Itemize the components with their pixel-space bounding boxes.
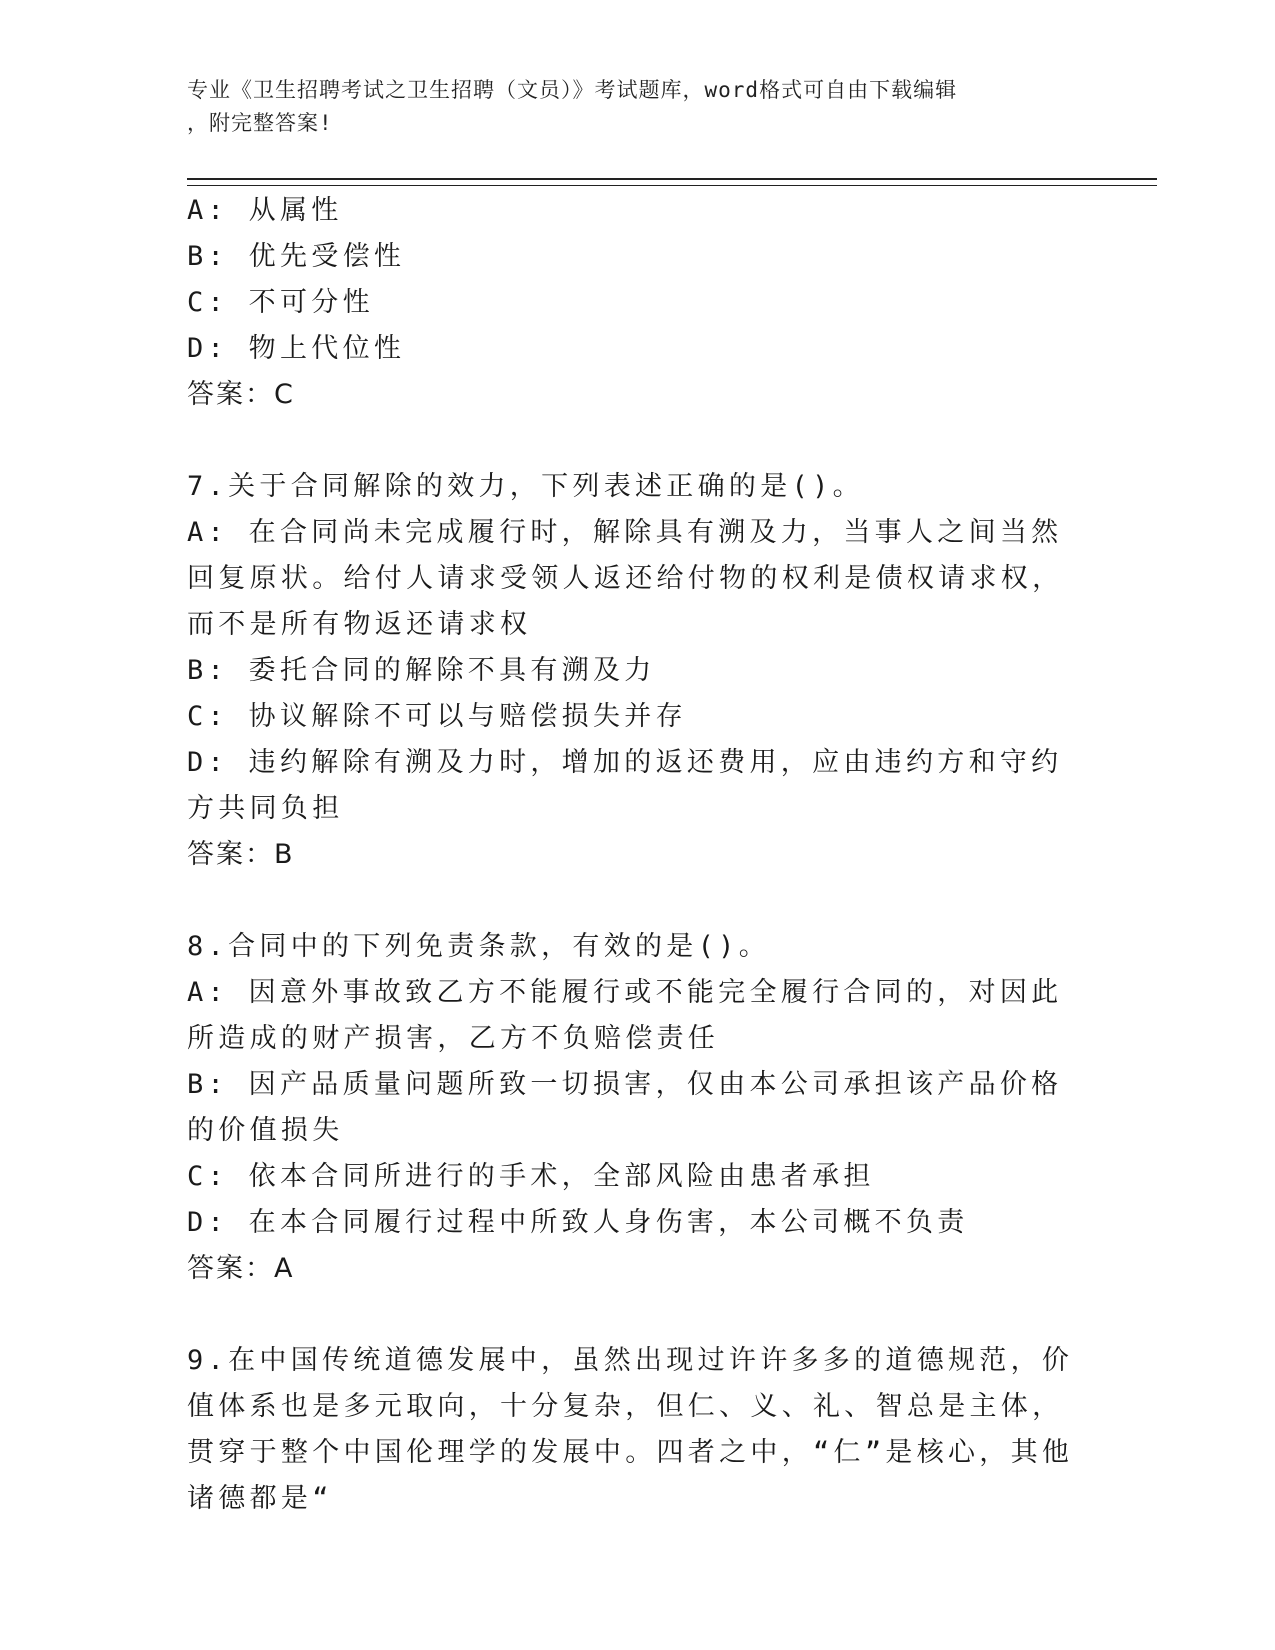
answer: 答案：C: [187, 379, 295, 410]
option-a: A: 在合同尚未完成履行时，解除具有溯及力，当事人之间当然回复原状。给付人请求受领人返还给付物的权利是债权请求权，而不是所有物返还请求权: [187, 517, 1064, 640]
option-d: D: 违约解除有溯及力时，增加的返还费用，应由违约方和守约方共同负担: [187, 747, 1063, 824]
question-6: [187, 188, 1077, 418]
option-a: A: 因意外事故致乙方不能履行或不能完全履行合同的，对因此所造成的财产损害，乙方不负赔偿责任: [187, 977, 1063, 1054]
option-b: B: 因产品质量问题所致一切损害，仅由本公司承担该产品价格的价值损失: [187, 1069, 1063, 1146]
option-b: B: 优先受偿性: [187, 241, 406, 272]
question-text: 7.关于合同解除的效力，下列表述正确的是()。: [187, 471, 864, 502]
question-text: 9.在中国传统道德发展中，虽然出现过许许多多的道德规范，价值体系也是多元取向，十分复杂，但仁、义、礼、智总是主体，贯穿于整个中国伦理学的发展中。四者之中，“仁”是核心，其他诸德都是“: [187, 1345, 1074, 1514]
option-c: C: 依本合同所进行的手术，全部风险由患者承担: [187, 1161, 875, 1192]
spacer: [187, 1292, 1077, 1338]
option-d: D: 物上代位性: [187, 333, 406, 364]
header-line-2: ，附完整答案!: [187, 111, 333, 135]
question-list: [187, 188, 1077, 1522]
spacer: [187, 878, 1077, 924]
option-b: B: 委托合同的解除不具有溯及力: [187, 655, 656, 686]
header-divider-thin: [187, 185, 1157, 186]
question-7: [187, 464, 1077, 878]
answer: 答案：B: [187, 839, 295, 870]
option-c: C: 不可分性: [187, 287, 374, 318]
question-9: [187, 1338, 1077, 1522]
question-text: 8.合同中的下列免责条款，有效的是()。: [187, 931, 771, 962]
option-c: C: 协议解除不可以与赔偿损失并存: [187, 701, 687, 732]
document-header: [187, 74, 1087, 140]
answer: 答案：A: [187, 1253, 295, 1284]
option-d: D: 在本合同履行过程中所致人身伤害，本公司概不负责: [187, 1207, 969, 1238]
option-a: A: 从属性: [187, 195, 343, 226]
header-line-1: 专业《卫生招聘考试之卫生招聘（文员）》考试题库，word格式可自由下载编辑: [187, 78, 958, 102]
header-divider-thick: [187, 178, 1157, 180]
question-8: [187, 924, 1077, 1292]
spacer: [187, 418, 1077, 464]
